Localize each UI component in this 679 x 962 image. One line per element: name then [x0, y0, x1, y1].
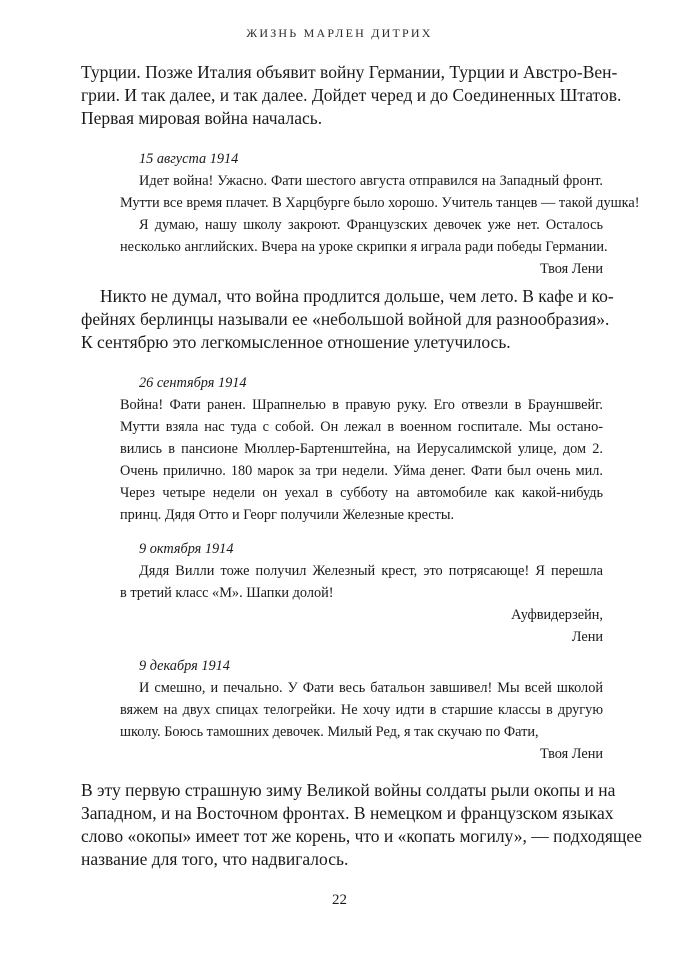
text-line: Турции. Позже Италия объявит войну Германии, Турции и Австро-Вен- [81, 62, 618, 82]
text-line: Очень прилично. 180 марок за три недели. Уйма денег. Фати был очень мил. [120, 463, 603, 479]
text-line: Идет война! Ужасно. Фати шестого августа отправился на Западный фронт. [139, 173, 603, 189]
letter-signature: Твоя Лени [540, 746, 603, 762]
text-line: фейнях берлинцы называли ее «небольшой войной для разнообразия». [81, 309, 610, 329]
text-line: несколько английских. Вчера на уроке скрипки я играла ради победы Германии. [120, 239, 608, 255]
text-line: Я думаю, нашу школу закроют. Французских девочек уже нет. Осталось [139, 217, 603, 233]
text-line: Западном, и на Восточном фронтах. В немецком и французском языках [81, 803, 614, 823]
paragraph-1 [81, 61, 622, 130]
letter-signature: Ауфвидерзейн, [511, 607, 603, 623]
text-line: вяжем на двух спицах телогрейки. Не хочу идти в старшие классы в другую [120, 702, 603, 718]
text-line: вились в пансионе Мюллер-Бартенштейна, на Иерусалимской улице, дом 2. [120, 441, 603, 457]
text-line: название для того, что надвигалось. [81, 849, 349, 869]
text-line: Через четыре недели он уехал в субботу на автомобиле как какой-нибудь [120, 485, 603, 501]
page-number: 22 [332, 892, 347, 908]
text-line: Мутти все время плачет. В Харцбурге было хорошо. Учитель танцев — такой душка! [120, 195, 640, 211]
text-line: слово «окопы» имеет тот же корень, что и «копать могилу», — подходящее [81, 826, 642, 846]
paragraph-2 [81, 285, 614, 354]
text-line: Мутти взяла нас туда с собой. Он лежал в военном госпитале. Мы остано- [120, 419, 603, 435]
text-line: К сентябрю это легкомысленное отношение улетучилось. [81, 332, 511, 352]
letter-3 [120, 538, 603, 648]
text-line: принц. Дядя Отто и Георг получили Железные кресты. [120, 507, 455, 523]
text-line: Никто не думал, что война продлится дольше, чем лето. В кафе и ко- [100, 286, 614, 306]
letter-date: 15 августа 1914 [139, 151, 239, 167]
letter-signature: Лени [571, 629, 603, 645]
letter-4 [120, 655, 603, 765]
running-header: ЖИЗНЬ МАРЛЕН ДИТРИХ [246, 26, 433, 40]
text-line: И смешно, и печально. У Фати весь батальон завшивел! Мы всей школой [139, 680, 603, 696]
text-line: школу. Боюсь тамошних девочек. Милый Ред, я так скучаю по Фати, [120, 724, 539, 740]
letter-date: 9 декабря 1914 [139, 658, 230, 674]
text-line: В эту первую страшную зиму Великой войны солдаты рыли окопы и на [81, 780, 616, 800]
letter-date: 9 октября 1914 [139, 541, 234, 557]
text-line: Первая мировая война началась. [81, 108, 323, 128]
letter-signature: Твоя Лени [540, 261, 603, 277]
text-line: Дядя Вилли тоже получил Железный крест, это потрясающе! Я перешла [139, 563, 603, 579]
letter-1 [120, 148, 640, 280]
text-line: Война! Фати ранен. Шрапнелью в правую руку. Его отвезли в Брауншвейг. [120, 397, 603, 413]
text-line: в третий класс «М». Шапки долой! [120, 585, 334, 601]
letter-date: 26 сентября 1914 [139, 375, 247, 391]
text-line: грии. И так далее, и так далее. Дойдет черед и до Соединенных Штатов. [81, 85, 622, 105]
letter-2 [120, 372, 603, 526]
paragraph-3 [81, 779, 642, 871]
